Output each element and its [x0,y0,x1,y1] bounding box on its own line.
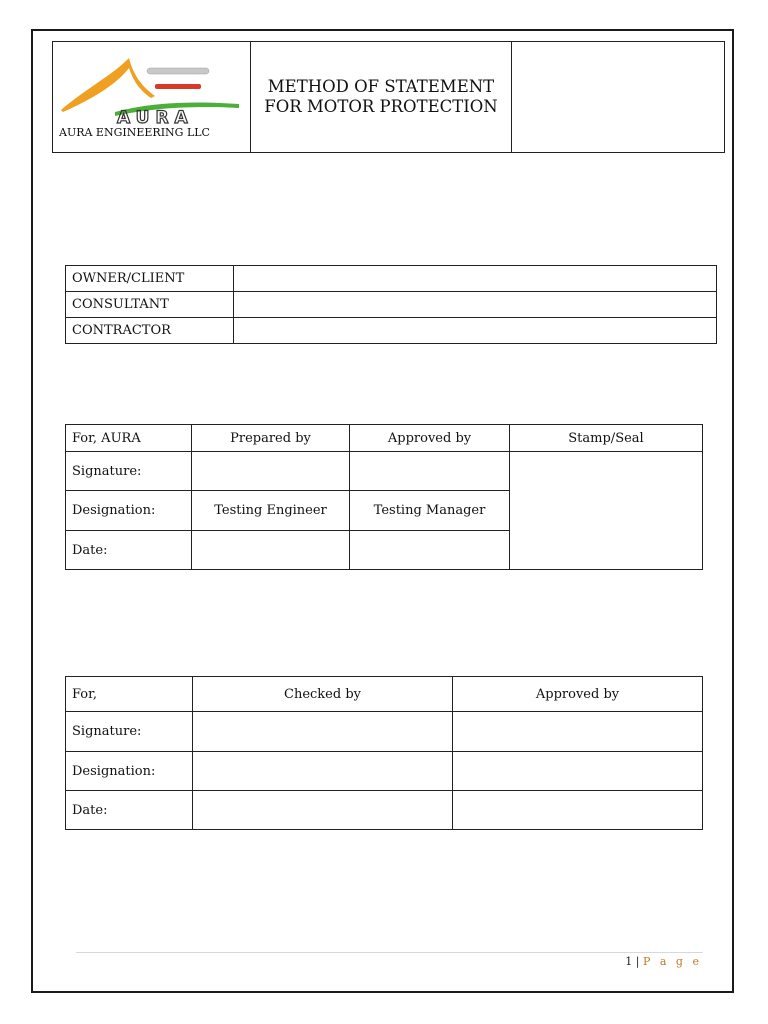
page-separator: | [635,955,640,968]
logo-cell [53,42,251,153]
header-checked-by: Checked by [193,677,453,712]
aura-logo [59,52,245,124]
header-for: For, [66,677,193,712]
party-row [66,318,717,344]
page-footer [625,955,702,968]
approved-signature[interactable] [350,452,510,491]
header-stamp-seal: Stamp/Seal [510,425,703,452]
title-line-2: FOR MOTOR PROTECTION [264,97,498,116]
page-number: 1 [625,955,633,968]
party-value[interactable] [234,318,717,344]
company-name: AURA ENGINEERING LLC [59,126,210,139]
table-row [66,752,703,791]
party-value[interactable] [234,266,717,292]
table-header-row [66,677,703,712]
aura-signoff-table [65,424,703,570]
checked-designation[interactable] [193,752,453,791]
document-title [251,42,512,153]
footer-divider [76,952,703,953]
prepared-designation: Testing Engineer [192,491,350,531]
row-label-designation: Designation: [66,491,192,531]
table-row [66,791,703,830]
row-label-signature: Signature: [66,712,193,752]
prepared-date[interactable] [192,531,350,570]
title-line-1: METHOD OF STATEMENT [267,77,495,96]
header-for-aura: For, AURA [66,425,192,452]
party-row [66,266,717,292]
page-word: P a g e [642,955,702,968]
row-label-date: Date: [66,791,193,830]
approved-designation: Testing Manager [350,491,510,531]
party-value[interactable] [234,292,717,318]
header-prepared-by: Prepared by [192,425,350,452]
header-approved-by: Approved by [350,425,510,452]
table-header-row [66,425,703,452]
approved-date[interactable] [350,531,510,570]
logo-text: AURA [117,108,194,124]
header-table [52,41,725,153]
party-label: CONSULTANT [66,292,234,318]
table-row [66,452,703,491]
party-label: OWNER/CLIENT [66,266,234,292]
header-approved-by: Approved by [453,677,703,712]
approved-designation[interactable] [453,752,703,791]
party-row [66,292,717,318]
client-signoff-table [65,676,703,830]
party-table [65,265,717,344]
prepared-signature[interactable] [192,452,350,491]
checked-signature[interactable] [193,712,453,752]
checked-date[interactable] [193,791,453,830]
row-label-date: Date: [66,531,192,570]
approved-date[interactable] [453,791,703,830]
stamp-seal-area[interactable] [510,452,703,570]
header-blank-cell [512,42,725,153]
row-label-designation: Designation: [66,752,193,791]
approved-signature[interactable] [453,712,703,752]
table-row [66,712,703,752]
row-label-signature: Signature: [66,452,192,491]
party-label: CONTRACTOR [66,318,234,344]
